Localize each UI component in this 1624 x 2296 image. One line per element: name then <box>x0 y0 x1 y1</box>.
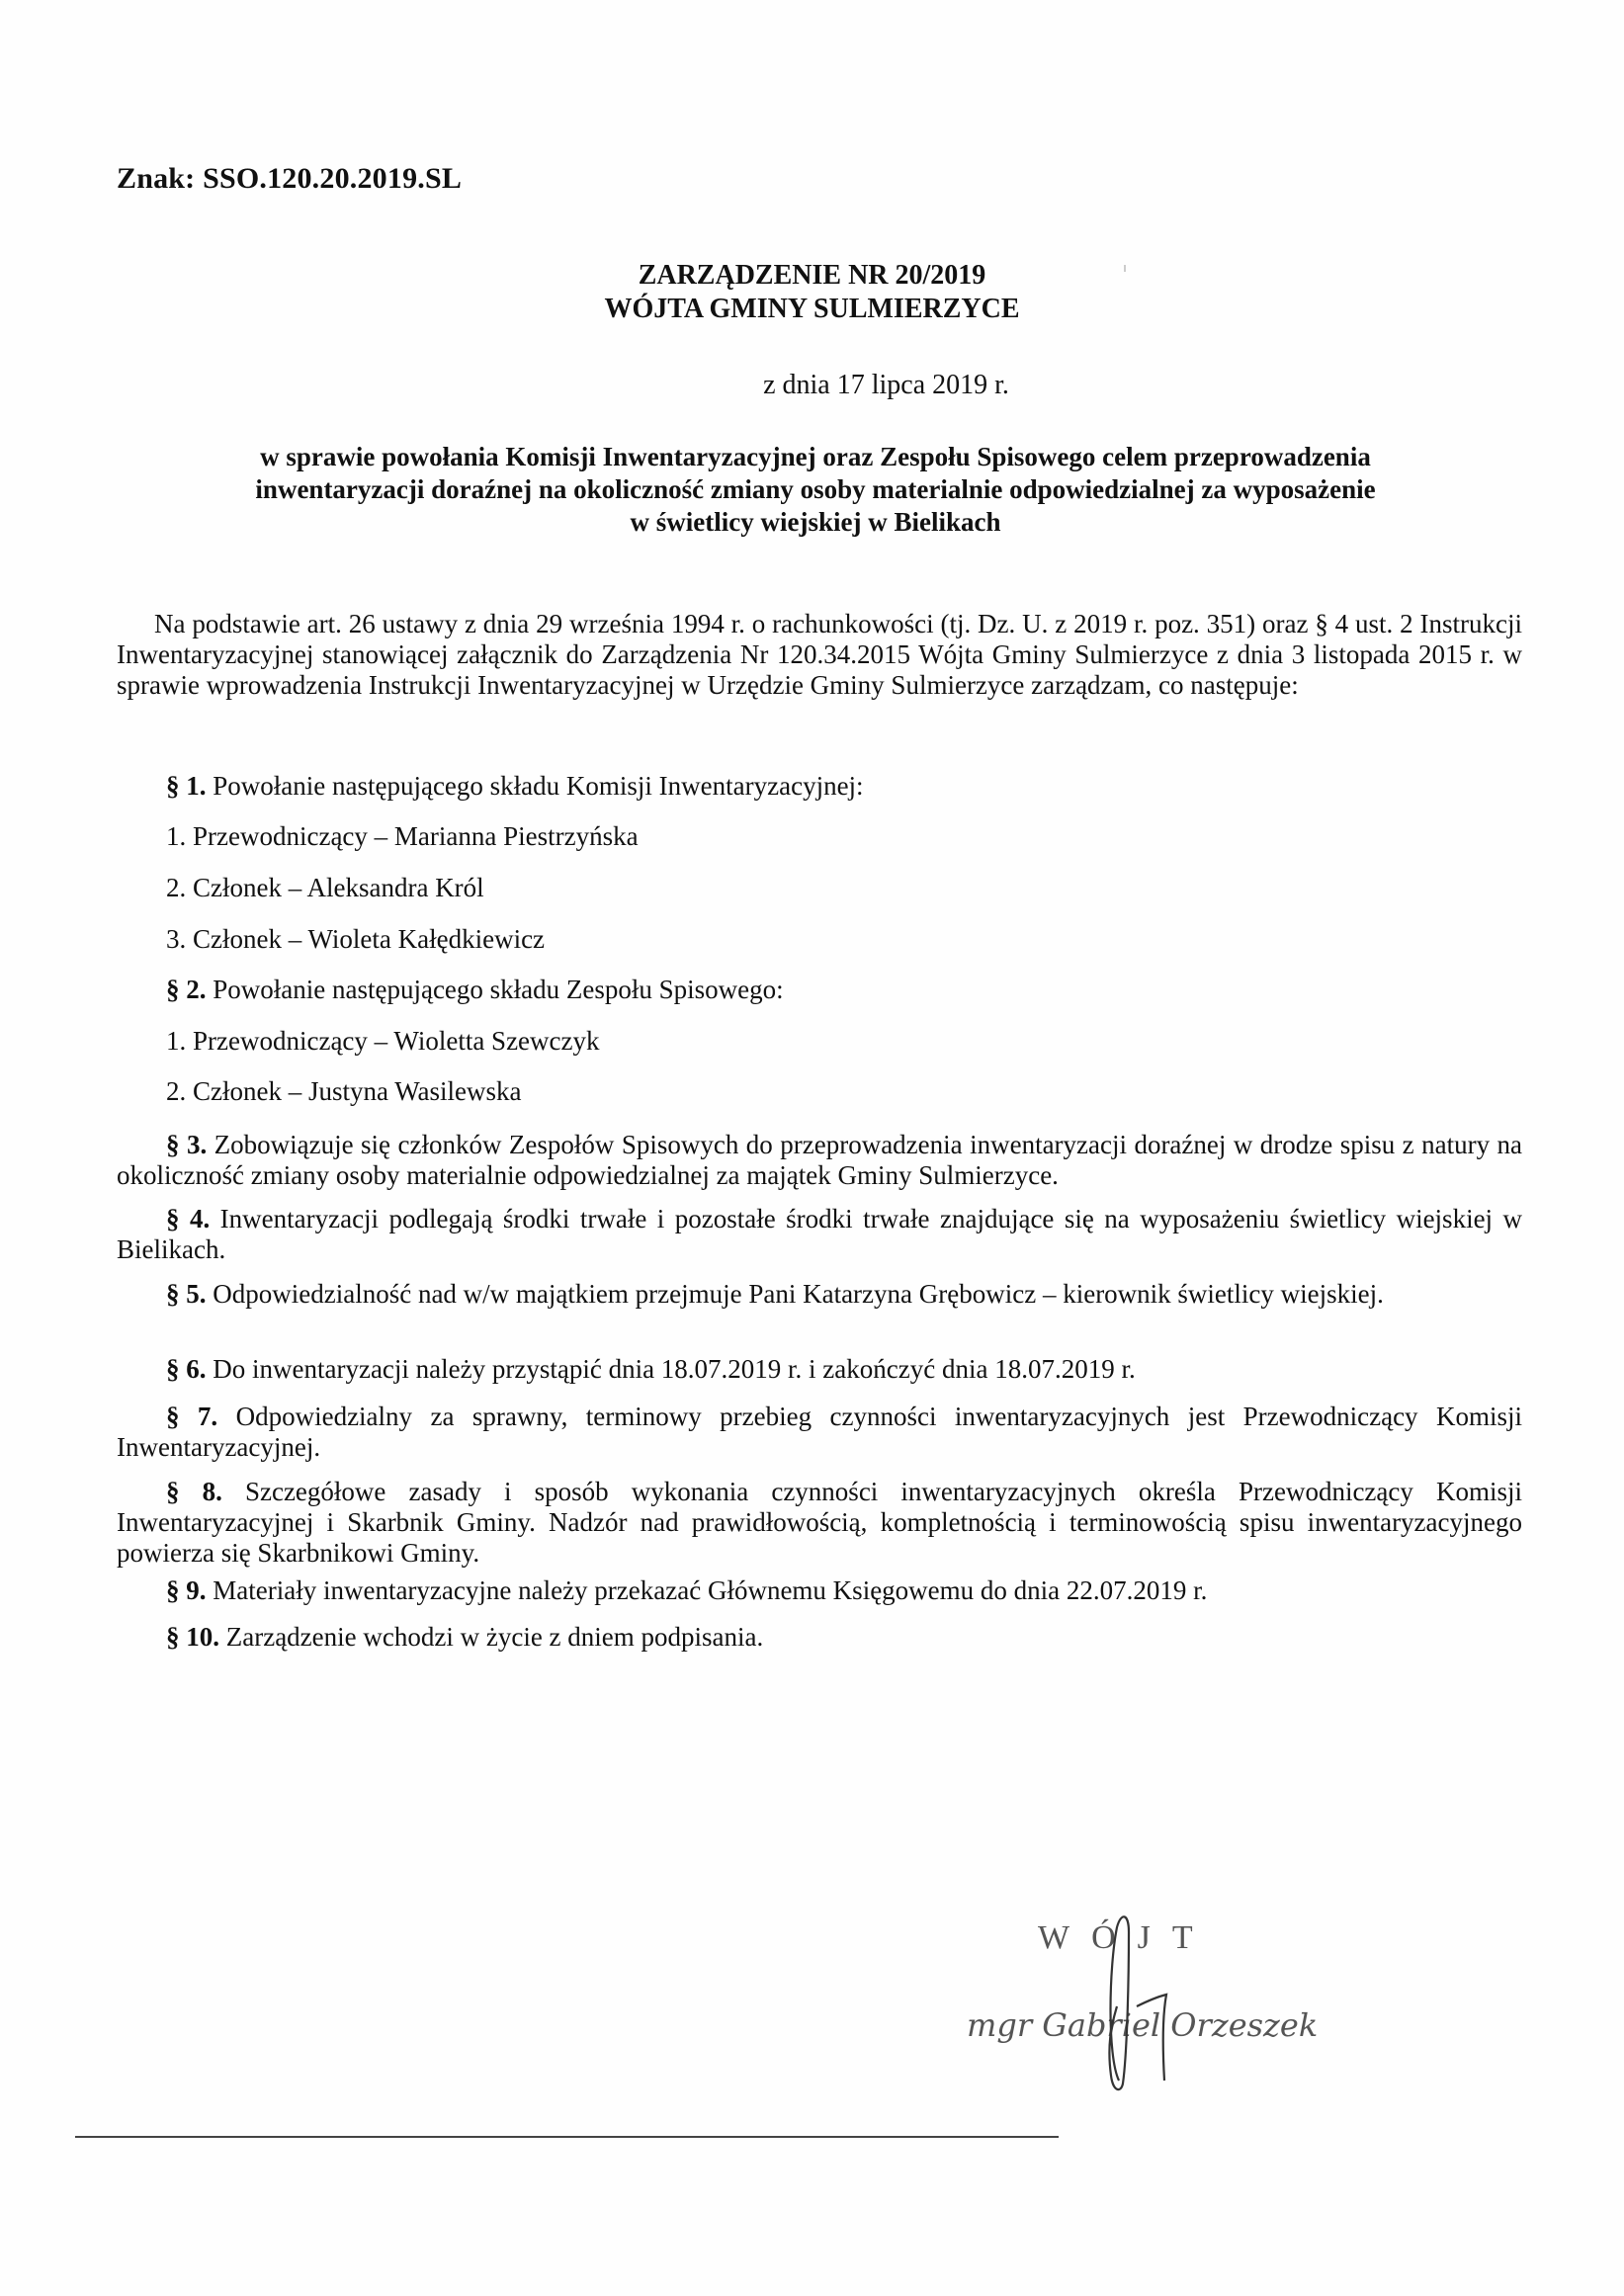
legal-basis-paragraph: Na podstawie art. 26 ustawy z dnia 29 września 1994 r. o rachunkowości (tj. Dz. U. z 2019 r. poz. 351) oraz § 4 ust. 2 Instrukcji Inwentaryzacyjnej stanowiącej załącznik do Zarządzenia Nr 120.34.2015 Wójta Gminy Sulmierzyce z dnia 3 listopada 2015 r. w sprawie wprowadzenia Instrukcji Inwentaryzacyjnej w Urzędzie Gminy Sulmierzyce zarządzam, co następuje: <box>117 609 1522 700</box>
paragraph-text: Odpowiedzialność nad w/w majątkiem przejmuje Pani Katarzyna Grębowicz – kierownik świetlicy wiejskiej. <box>206 1279 1384 1309</box>
paragraph-text: Materiały inwentaryzacyjne należy przekazać Głównemu Księgowemu do dnia 22.07.2019 r. <box>206 1575 1208 1605</box>
document-reference: Znak: SSO.120.20.2019.SL <box>117 162 463 195</box>
section-1-heading <box>166 771 864 802</box>
paragraph-text: Zarządzenie wchodzi w życie z dniem podpisania. <box>219 1622 764 1652</box>
commission-member: 2. Członek – Aleksandra Król <box>166 873 484 902</box>
team-member: 1. Przewodniczący – Wioletta Szewczyk <box>166 1026 600 1056</box>
paragraph-5 <box>117 1279 1522 1310</box>
section-text: Powołanie następującego składu Zespołu Spisowego: <box>206 975 784 1004</box>
commission-member: 3. Członek – Wioleta Kałędkiewicz <box>166 924 546 954</box>
paragraph-number: § 7. <box>166 1402 218 1431</box>
subject-line-1: w sprawie powołania Komisji Inwentaryzacyjnej oraz Zespołu Spisowego celem przeprowadzenia <box>260 442 1371 471</box>
paragraph-number: § 8. <box>166 1477 222 1506</box>
document-title <box>0 259 1624 326</box>
title-line-1: ZARZĄDZENIE NR 20/2019 <box>638 260 986 291</box>
section-number: § 1. <box>166 771 207 801</box>
paragraph-number: § 4. <box>166 1204 211 1233</box>
handwritten-signature-icon <box>1068 1908 1186 2095</box>
section-number: § 2. <box>166 975 207 1004</box>
subject-line-2: inwentaryzacji doraźnej na okoliczność zmiany osoby materialnie odpowiedzialnej za wyposażenie <box>255 474 1376 504</box>
section-text: Powołanie następującego składu Komisji Inwentaryzacyjnej: <box>206 771 864 801</box>
paragraph-text: Inwentaryzacji podlegają środki trwałe i pozostałe środki trwałe znajdujące się na wyposażeniu świetlicy wiejskiej w Bielikach. <box>117 1204 1523 1264</box>
section-2-heading <box>166 975 784 1005</box>
paragraph-9 <box>117 1575 1522 1606</box>
paragraph-8 <box>117 1477 1522 1569</box>
document-date: z dnia 17 lipca 2019 r. <box>763 370 1009 400</box>
paragraph-text: Do inwentaryzacji należy przystąpić dnia 18.07.2019 r. i zakończyć dnia 18.07.2019 r. <box>206 1354 1136 1384</box>
stamp-title: WÓJT <box>1038 1919 1215 1956</box>
paragraph-6 <box>117 1354 1522 1385</box>
paragraph-number: § 3. <box>166 1130 208 1159</box>
paragraph-4 <box>117 1204 1522 1265</box>
paragraph-text: Szczegółowe zasady i sposób wykonania czynności inwentaryzacyjnych określa Przewodniczący Komisji Inwentaryzacyjnej i Skarbnik Gminy. Nadzór nad prawidłowością, kompletnością i terminowością spisu inwentaryzacyjnego powierza się Skarbnikowi Gminy. <box>117 1477 1522 1568</box>
paragraph-number: § 9. <box>166 1575 207 1605</box>
paragraph-number: § 5. <box>166 1279 207 1309</box>
bottom-divider <box>75 2136 1059 2138</box>
paragraph-text: Odpowiedzialny za sprawny, terminowy przebieg czynności inwentaryzacyjnych jest Przewodniczący Komisji Inwentaryzacyjnej. <box>117 1402 1522 1462</box>
paragraph-text: Zobowiązuje się członków Zespołów Spisowych do przeprowadzenia inwentaryzacji doraźnej w drodze spisu z natury na okoliczność zmiany osoby materialnie odpowiedzialnej za majątek Gminy Sulmierzyce. <box>117 1130 1523 1190</box>
title-line-2: WÓJTA GMINY SULMIERZYCE <box>604 294 1020 324</box>
signer-name: mgr Gabriel Orzeszek <box>967 2006 1319 2044</box>
team-member: 2. Członek – Justyna Wasilewska <box>166 1076 522 1106</box>
subject-line-3: w świetlicy wiejskiej w Bielikach <box>630 507 1001 537</box>
commission-member: 1. Przewodniczący – Marianna Piestrzyńska <box>166 821 639 851</box>
paragraph-7 <box>117 1402 1522 1463</box>
document-subject <box>148 441 1483 539</box>
paragraph-10 <box>117 1622 1522 1653</box>
signature-block <box>890 1898 1319 2095</box>
paragraph-3 <box>117 1130 1522 1191</box>
paragraph-number: § 6. <box>166 1354 207 1384</box>
paragraph-number: § 10. <box>166 1622 219 1652</box>
